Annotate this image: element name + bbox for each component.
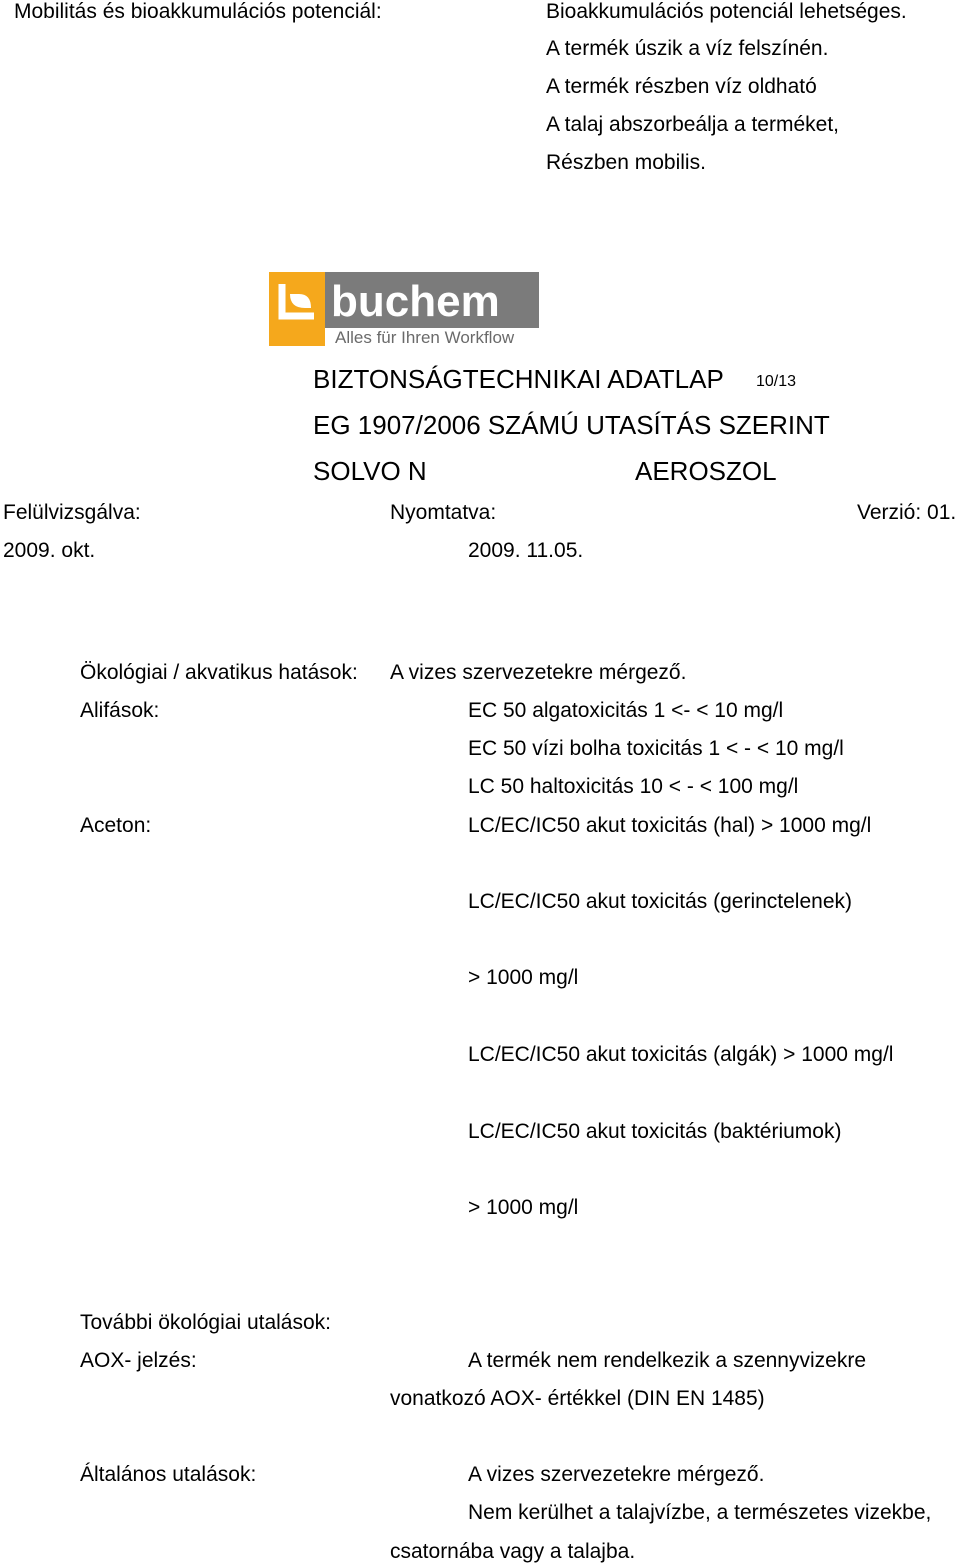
reviewed-date: 2009. okt. bbox=[3, 539, 96, 562]
aceton-line: LC/EC/IC50 akut toxicitás (baktériumok) bbox=[468, 1120, 842, 1143]
printed-label: Nyomtatva: bbox=[390, 501, 497, 524]
general-label: Általános utalások: bbox=[80, 1463, 257, 1486]
further-label: További ökológiai utalások: bbox=[80, 1311, 331, 1334]
product-type: AEROSZOL bbox=[635, 456, 777, 486]
version-label: Verzió: 01. bbox=[857, 501, 957, 524]
mobility-line: Részben mobilis. bbox=[546, 151, 706, 174]
aceton-label: Aceton: bbox=[80, 814, 152, 837]
aceton-line: LC/EC/IC50 akut toxicitás (hal) > 1000 mg/l bbox=[468, 814, 872, 837]
mobility-line: A termék úszik a víz felszínén. bbox=[546, 37, 829, 60]
alifasok-line: EC 50 algatoxicitás 1 <- < 10 mg/l bbox=[468, 699, 784, 722]
aox-label: AOX- jelzés: bbox=[80, 1349, 197, 1372]
buchem-logo bbox=[269, 272, 539, 346]
aceton-line: LC/EC/IC50 akut toxicitás (gerinctelenek) bbox=[468, 890, 852, 913]
aceton-line: LC/EC/IC50 akut toxicitás (algák) > 1000 mg/l bbox=[468, 1043, 894, 1066]
aceton-line: > 1000 mg/l bbox=[468, 1196, 579, 1219]
mobility-line: A termék részben víz oldható bbox=[546, 75, 817, 98]
alifasok-line: EC 50 vízi bolha toxicitás 1 < - < 10 mg/l bbox=[468, 737, 844, 760]
mobility-line: Bioakkumulációs potenciál lehetséges. bbox=[546, 0, 907, 23]
general-line: A vizes szervezetekre mérgező. bbox=[468, 1463, 765, 1486]
reviewed-label: Felülvizsgálva: bbox=[3, 501, 141, 524]
alifasok-label: Alifások: bbox=[80, 699, 160, 722]
aox-line: vonatkozó AOX- értékkel (DIN EN 1485) bbox=[390, 1387, 765, 1410]
document-title: BIZTONSÁGTECHNIKAI ADATLAP bbox=[313, 364, 724, 394]
alifasok-line: LC 50 haltoxicitás 10 < - < 100 mg/l bbox=[468, 775, 799, 798]
logo-brand-text: buchem bbox=[331, 277, 500, 326]
aox-line: A termék nem rendelkezik a szennyvizekre bbox=[468, 1349, 867, 1372]
printed-date: 2009. 11.05. bbox=[468, 539, 584, 562]
general-line: Nem kerülhet a talajvízbe, a természetes vizekbe, bbox=[468, 1501, 932, 1524]
logo-orange-block bbox=[269, 272, 325, 346]
regulation-line: EG 1907/2006 SZÁMÚ UTASÍTÁS SZERINT bbox=[313, 410, 830, 440]
mobility-line: A talaj abszorbeálja a terméket, bbox=[546, 113, 839, 136]
logo-slogan-text: Alles für Ihren Workflow bbox=[335, 328, 515, 346]
product-name: SOLVO N bbox=[313, 456, 427, 486]
general-line: csatornába vagy a talajba. bbox=[390, 1540, 636, 1563]
eco-value: A vizes szervezetekre mérgező. bbox=[390, 661, 687, 684]
eco-label: Ökológiai / akvatikus hatások: bbox=[80, 661, 358, 684]
mobility-label: Mobilitás és bioakkumulációs potenciál: bbox=[14, 0, 382, 23]
page-number: 10/13 bbox=[756, 373, 797, 390]
aceton-line: > 1000 mg/l bbox=[468, 966, 579, 989]
